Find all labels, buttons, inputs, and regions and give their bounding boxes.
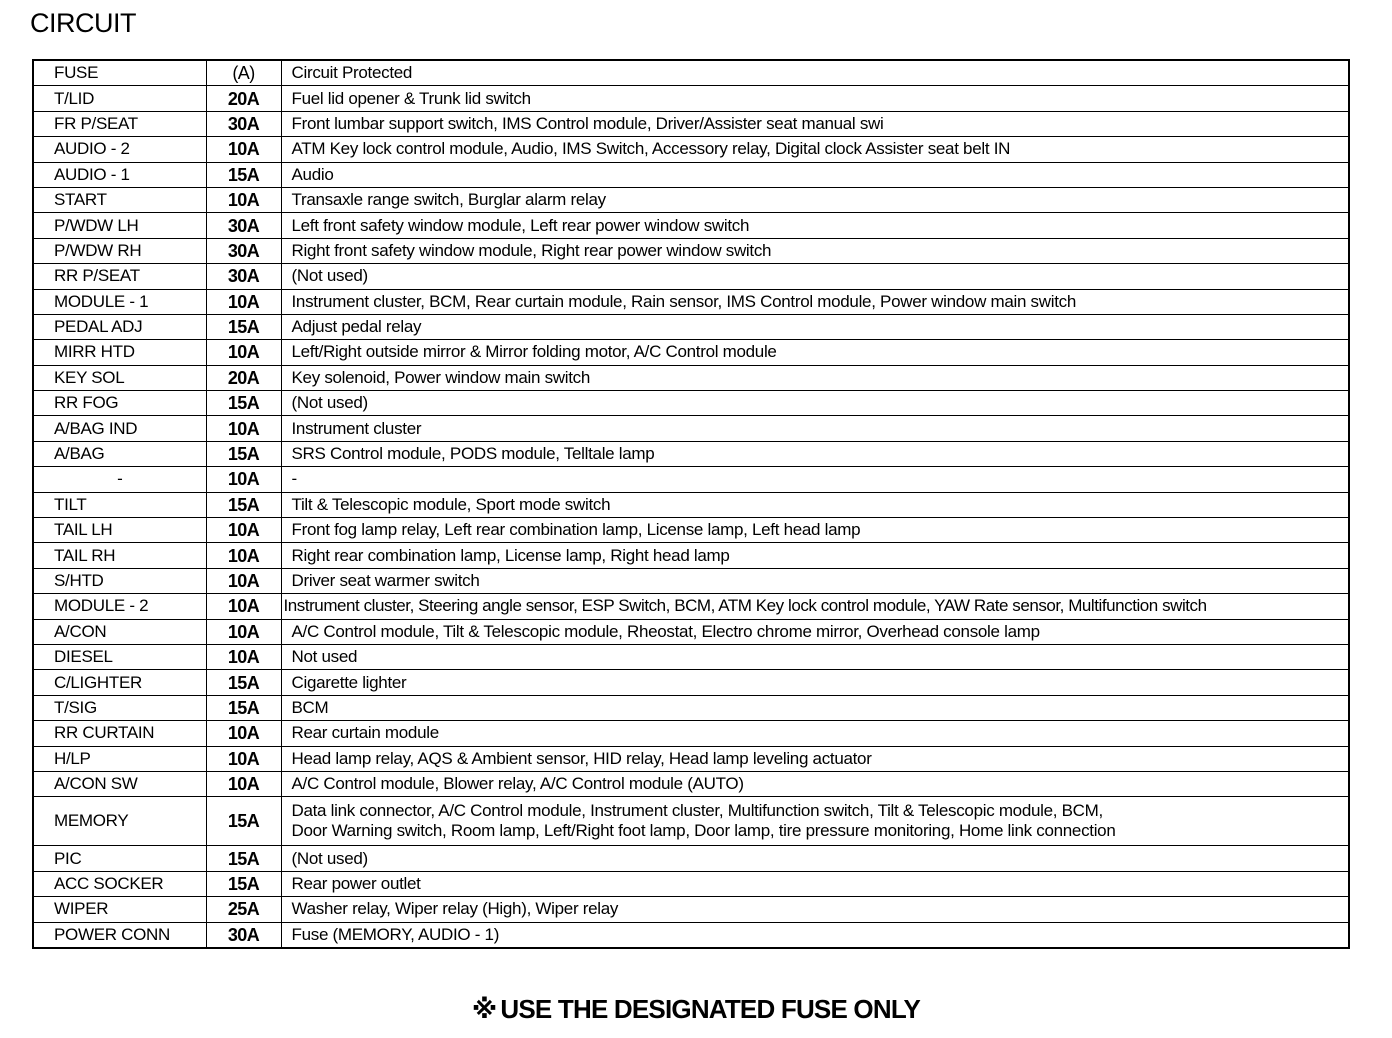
circuit-protected-cell: Instrument cluster [281,416,1349,441]
table-row [33,670,1349,695]
circuit-protected-cell: (Not used) [281,391,1349,416]
circuit-protected-cell: SRS Control module, PODS module, Telltale lamp [281,441,1349,466]
fuse-amperage-cell: 10A [206,518,281,543]
fuse-name-cell: P/WDW RH [33,238,206,263]
circuit-protected-cell: Left/Right outside mirror & Mirror folding motor, A/C Control module [281,340,1349,365]
fuse-amperage-cell: 30A [206,922,281,948]
table-row [33,264,1349,289]
circuit-protected-cell: Fuse (MEMORY, AUDIO - 1) [281,922,1349,948]
fuse-amperage-cell: 10A [206,467,281,492]
table-row [33,416,1349,441]
fuse-amperage-cell: 15A [206,492,281,517]
fuse-amperage-cell: 15A [206,314,281,339]
fuse-name-cell: T/LID [33,86,206,111]
circuit-protected-cell: Right rear combination lamp, License lamp, Right head lamp [281,543,1349,568]
fuse-amperage-cell: 10A [206,543,281,568]
table-row [33,568,1349,593]
table-row [33,492,1349,517]
fuse-amperage-cell: 10A [206,644,281,669]
circuit-protected-cell: Instrument cluster, Steering angle sensor, ESP Switch, BCM, ATM Key lock control module, YAW Rate sensor, Multifunction switch [281,594,1349,619]
fuse-amperage-cell: 15A [206,162,281,187]
fuse-amperage-cell: 15A [206,391,281,416]
fuse-amperage-cell: 30A [206,238,281,263]
fuse-name-cell: T/SIG [33,695,206,720]
table-row [33,391,1349,416]
circuit-protected-cell: Driver seat warmer switch [281,568,1349,593]
fuse-name-cell: FR P/SEAT [33,111,206,136]
table-row [33,365,1349,390]
fuse-table [32,59,1350,949]
fuse-amperage-cell: 10A [206,771,281,796]
circuit-protected-cell: Cigarette lighter [281,670,1349,695]
fuse-name-cell: A/BAG IND [33,416,206,441]
circuit-protected-cell: Key solenoid, Power window main switch [281,365,1349,390]
fuse-amperage-cell: 10A [206,137,281,162]
fuse-name-cell: POWER CONN [33,922,206,948]
table-row [33,314,1349,339]
table-row [33,467,1349,492]
fuse-name-cell: RR P/SEAT [33,264,206,289]
fuse-name-cell: WIPER [33,897,206,922]
fuse-amperage-cell: 10A [206,568,281,593]
header-fuse: FUSE [33,60,206,86]
fuse-name-cell: AUDIO - 2 [33,137,206,162]
fuse-name-cell: MEMORY [33,797,206,846]
circuit-protected-cell: Audio [281,162,1349,187]
fuse-table-body [33,60,1349,948]
fuse-amperage-cell: 10A [206,594,281,619]
table-row [33,238,1349,263]
circuit-protected-cell [281,797,1349,846]
fuse-amperage-cell: 15A [206,871,281,896]
fuse-amperage-cell: 20A [206,365,281,390]
fuse-amperage-cell: 20A [206,86,281,111]
fuse-name-cell: TAIL LH [33,518,206,543]
fuse-amperage-cell: 30A [206,264,281,289]
fuse-amperage-cell: 15A [206,695,281,720]
circuit-protected-cell: Fuel lid opener & Trunk lid switch [281,86,1349,111]
fuse-name-cell: KEY SOL [33,365,206,390]
reference-mark-icon: ※ [471,994,497,1024]
table-row [33,86,1349,111]
circuit-protected-cell: Head lamp relay, AQS & Ambient sensor, HID relay, Head lamp leveling actuator [281,746,1349,771]
fuse-name-cell: PEDAL ADJ [33,314,206,339]
table-row [33,111,1349,136]
fuse-name-cell: DIESEL [33,644,206,669]
table-row [33,137,1349,162]
fuse-amperage-cell: 10A [206,340,281,365]
table-row [33,162,1349,187]
fuse-name-cell: TILT [33,492,206,517]
table-row [33,897,1349,922]
circuit-protected-cell: Washer relay, Wiper relay (High), Wiper relay [281,897,1349,922]
table-row [33,289,1349,314]
circuit-protected-cell: (Not used) [281,264,1349,289]
table-row [33,594,1349,619]
fuse-name-cell: - [33,467,206,492]
fuse-amperage-cell: 10A [206,416,281,441]
footer-note [0,994,1392,1025]
circuit-protected-cell: Right front safety window module, Right rear power window switch [281,238,1349,263]
fuse-name-cell: START [33,187,206,212]
circuit-protected-cell: Rear power outlet [281,871,1349,896]
circuit-protected-cell: Adjust pedal relay [281,314,1349,339]
fuse-name-cell: MODULE - 1 [33,289,206,314]
fuse-amperage-cell: 10A [206,721,281,746]
circuit-protected-cell: - [281,467,1349,492]
circuit-protected-cell: Not used [281,644,1349,669]
fuse-name-cell: RR FOG [33,391,206,416]
circuit-protected-cell: Front fog lamp relay, Left rear combination lamp, License lamp, Left head lamp [281,518,1349,543]
circuit-line-2: Door Warning switch, Room lamp, Left/Right foot lamp, Door lamp, tire pressure monitoring, Home link connection [291,821,1116,841]
circuit-protected-cell: A/C Control module, Tilt & Telescopic module, Rheostat, Electro chrome mirror, Overhead console lamp [281,619,1349,644]
fuse-name-cell: H/LP [33,746,206,771]
fuse-name-cell: S/HTD [33,568,206,593]
fuse-name-cell: ACC SOCKER [33,871,206,896]
circuit-protected-cell: Front lumbar support switch, IMS Control module, Driver/Assister seat manual swi [281,111,1349,136]
circuit-protected-cell: (Not used) [281,846,1349,871]
fuse-amperage-cell: 30A [206,213,281,238]
circuit-line-1: Data link connector, A/C Control module, Instrument cluster, Multifunction switch, Tilt & Telescopic module, BCM, [291,801,1103,821]
circuit-protected-cell: Tilt & Telescopic module, Sport mode switch [281,492,1349,517]
fuse-amperage-cell: 10A [206,187,281,212]
table-row [33,543,1349,568]
table-row [33,644,1349,669]
fuse-name-cell: A/BAG [33,441,206,466]
footer-note-text: USE THE DESIGNATED FUSE ONLY [500,994,921,1024]
table-row [33,922,1349,948]
fuse-amperage-cell: 15A [206,797,281,846]
table-row [33,619,1349,644]
circuit-protected-cell: Transaxle range switch, Burglar alarm relay [281,187,1349,212]
fuse-amperage-cell: 10A [206,746,281,771]
fuse-name-cell: P/WDW LH [33,213,206,238]
circuit-protected-cell: A/C Control module, Blower relay, A/C Control module (AUTO) [281,771,1349,796]
fuse-name-cell: A/CON [33,619,206,644]
table-row [33,746,1349,771]
circuit-protected-cell: Rear curtain module [281,721,1349,746]
table-row [33,518,1349,543]
circuit-protected-cell: ATM Key lock control module, Audio, IMS Switch, Accessory relay, Digital clock Assister seat belt IN [281,137,1349,162]
table-header-row [33,60,1349,86]
table-row [33,441,1349,466]
fuse-name-cell: A/CON SW [33,771,206,796]
fuse-name-cell: RR CURTAIN [33,721,206,746]
table-row [33,340,1349,365]
fuse-name-cell: C/LIGHTER [33,670,206,695]
fuse-amperage-cell: 30A [206,111,281,136]
table-row [33,187,1349,212]
fuse-name-cell: PIC [33,846,206,871]
table-row [33,721,1349,746]
fuse-amperage-cell: 15A [206,846,281,871]
circuit-protected-cell: Left front safety window module, Left rear power window switch [281,213,1349,238]
fuse-name-cell: MIRR HTD [33,340,206,365]
fuse-amperage-cell: 15A [206,441,281,466]
header-circuit: Circuit Protected [281,60,1349,86]
fuse-amperage-cell: 10A [206,619,281,644]
table-row [33,695,1349,720]
circuit-protected-cell: Instrument cluster, BCM, Rear curtain module, Rain sensor, IMS Control module, Power window main switch [281,289,1349,314]
table-row [33,871,1349,896]
fuse-name-cell: MODULE - 2 [33,594,206,619]
fuse-name-cell: AUDIO - 1 [33,162,206,187]
fuse-amperage-cell: 15A [206,670,281,695]
header-amperage: (A) [206,60,281,86]
table-row [33,213,1349,238]
table-row [33,771,1349,796]
table-row [33,797,1349,846]
circuit-protected-cell: BCM [281,695,1349,720]
fuse-name-cell: TAIL RH [33,543,206,568]
page-title: CIRCUIT [30,8,136,38]
fuse-amperage-cell: 10A [206,289,281,314]
table-row [33,846,1349,871]
fuse-amperage-cell: 25A [206,897,281,922]
